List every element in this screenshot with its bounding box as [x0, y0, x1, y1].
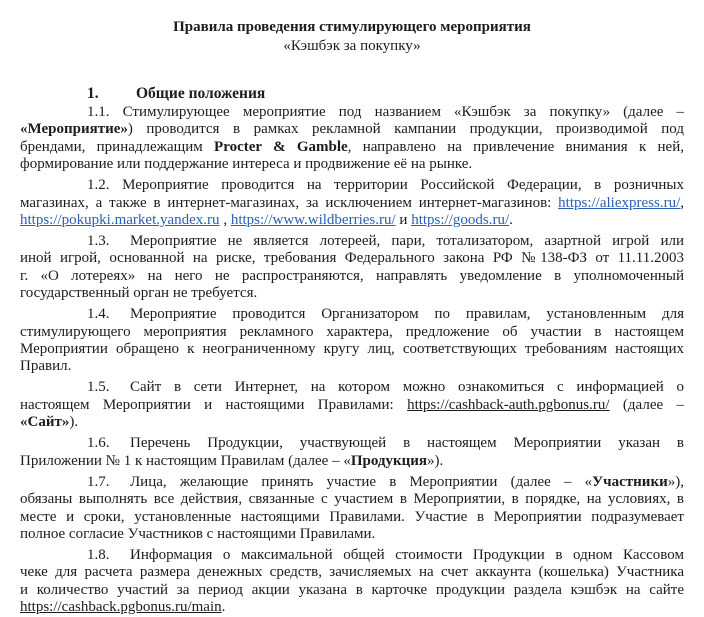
text-span: месте и сроки, установленные настоящими Правилами. Участие в Мероприятии подразумевает	[20, 508, 684, 525]
text-span: Лица, желающие принять участие в Мероприятии (далее – «	[130, 473, 593, 490]
hyperlink[interactable]: https://cashback.pgbonus.ru/main	[20, 599, 222, 616]
document-title: Правила проведения стимулирующего мероприятия	[173, 19, 531, 35]
section-heading	[87, 85, 265, 103]
text-span: Мероприятие не является лотереей, пари, тотализатором, азартной игрой или	[130, 233, 684, 250]
text-span: ,	[219, 212, 231, 229]
text-span: и количество участий за период акции указана в карточке продукции раздела кэшбэк на сайте	[20, 581, 684, 598]
text-span: и	[395, 212, 412, 229]
text-line	[20, 306, 684, 323]
text-span: Мероприятии обращено к неограниченному кругу лиц, соответствующих требованиям настоящих	[20, 341, 684, 358]
bold-term: Продукция	[350, 452, 428, 469]
text-span: ,	[680, 194, 684, 211]
text-span: Мероприятие проводится на территории Российской Федерации, в розничных	[122, 177, 685, 194]
text-span: брендами, принадлежащим	[20, 138, 215, 155]
text-span: .	[221, 599, 226, 616]
text-span: полное согласие Участников с настоящими Правилами.	[20, 525, 376, 542]
text-line	[20, 474, 684, 491]
section-number: 1.	[87, 85, 99, 102]
text-line	[20, 195, 684, 212]
text-line	[20, 379, 684, 396]
text-line	[20, 397, 684, 414]
text-span: Перечень Продукции, участвующей в настоящем Мероприятии указан в	[130, 435, 684, 452]
text-line	[20, 212, 684, 229]
section-title: Общие положения	[136, 85, 266, 102]
text-span: стимулирующего мероприятия рекламного характера, предложение об участии в настоящем	[20, 323, 684, 340]
text-line	[20, 324, 684, 341]
document-subtitle: «Кэшбэк за покупку»	[283, 38, 421, 54]
clause-number: 1.3.	[87, 233, 110, 250]
clause-number: 1.1.	[87, 104, 110, 120]
text-line	[20, 526, 684, 543]
hyperlink[interactable]: https://cashback-auth.pgbonus.ru/	[407, 396, 610, 413]
text-span: ).	[69, 414, 79, 431]
clause-1-6	[20, 435, 684, 470]
text-span: Стимулирующее мероприятие под названием «Кэшбэк за покупку» (далее –	[122, 104, 684, 120]
clause-1-3	[20, 233, 684, 303]
text-line	[20, 509, 684, 526]
hyperlink[interactable]: https://www.wildberries.ru/	[230, 212, 396, 229]
text-line	[20, 414, 684, 431]
document-body	[20, 104, 684, 617]
bold-term: «Мероприятие»	[20, 121, 128, 138]
clause-1-4	[20, 306, 684, 376]
text-span: Приложении № 1 к настоящим Правилам (далее – «	[20, 452, 351, 469]
bold-term: Участники	[592, 473, 668, 490]
text-span: »).	[427, 452, 444, 469]
clause-number: 1.4.	[87, 306, 110, 323]
text-span: настоящем Мероприятии и настоящими Правилами:	[20, 396, 408, 413]
text-line	[20, 104, 684, 121]
text-span: Информация о максимальной общей стоимости Продукции в одном Кассовом	[130, 546, 684, 563]
text-span: г. «О лотереях» на него не распространяются, направлять уведомление в уполномоченный	[20, 267, 684, 284]
text-span: ) проводится в рамках рекламной кампании продукции, производимой под	[127, 121, 684, 138]
text-line	[20, 491, 684, 508]
text-line	[20, 599, 684, 616]
text-span: Сайт в сети Интернет, на котором можно ознакомиться с информацией о	[130, 379, 684, 396]
hyperlink[interactable]: https://goods.ru/	[411, 212, 510, 229]
text-span: , направлено на привлечение внимания к ней,	[347, 138, 684, 155]
text-span: Мероприятие проводится Организатором по правилам, установленным для	[130, 306, 684, 323]
text-line	[20, 358, 684, 375]
hyperlink[interactable]: https://aliexpress.ru/	[558, 194, 681, 211]
text-line	[20, 453, 684, 470]
text-line	[20, 285, 684, 302]
text-line	[20, 341, 684, 358]
text-line	[20, 233, 684, 250]
text-line	[20, 121, 684, 138]
clause-1-1	[20, 104, 684, 174]
text-span: магазинах, а также в интернет-магазинах, за исключением интернет-магазинов:	[20, 194, 559, 211]
text-span: государственный орган не требуется.	[20, 285, 258, 302]
bold-term: «Сайт»	[20, 414, 70, 431]
clause-number: 1.5.	[87, 379, 110, 396]
text-span: иной игрой, основанной на риске, требования Федерального закона РФ №138-ФЗ от 11.11.2003	[20, 250, 684, 267]
text-span: чеке для расчета размера денежных средств, зачисляемых на счет аккаунта (кошелька) Участника	[20, 564, 684, 581]
text-line	[20, 139, 684, 156]
text-line	[20, 435, 684, 452]
clause-number: 1.2.	[87, 177, 110, 194]
clause-1-8	[20, 547, 684, 617]
text-span: (далее –	[609, 396, 684, 413]
text-line	[20, 582, 684, 599]
text-span: »),	[667, 473, 684, 490]
clause-number: 1.8.	[87, 546, 110, 563]
clause-1-5	[20, 379, 684, 431]
text-span: формирование или поддержание интереса и продвижение её на рынке.	[20, 156, 473, 173]
text-span: обязаны выполнять все действия, связанные с участием в Мероприятии, в порядке, на условиях, в	[20, 491, 684, 508]
text-line	[20, 156, 684, 173]
text-line	[20, 564, 684, 581]
text-line	[20, 177, 684, 194]
text-span: .	[509, 212, 513, 229]
clause-number: 1.6.	[87, 435, 110, 452]
clause-1-7	[20, 474, 684, 544]
clause-number: 1.7.	[87, 473, 110, 490]
hyperlink[interactable]: https://pokupki.market.yandex.ru	[20, 212, 220, 229]
text-span: Правил.	[20, 358, 72, 375]
text-line	[20, 250, 684, 267]
text-line	[20, 268, 684, 285]
bold-term: Procter & Gamble	[214, 138, 348, 155]
text-line	[20, 547, 684, 564]
clause-1-2	[20, 177, 684, 229]
